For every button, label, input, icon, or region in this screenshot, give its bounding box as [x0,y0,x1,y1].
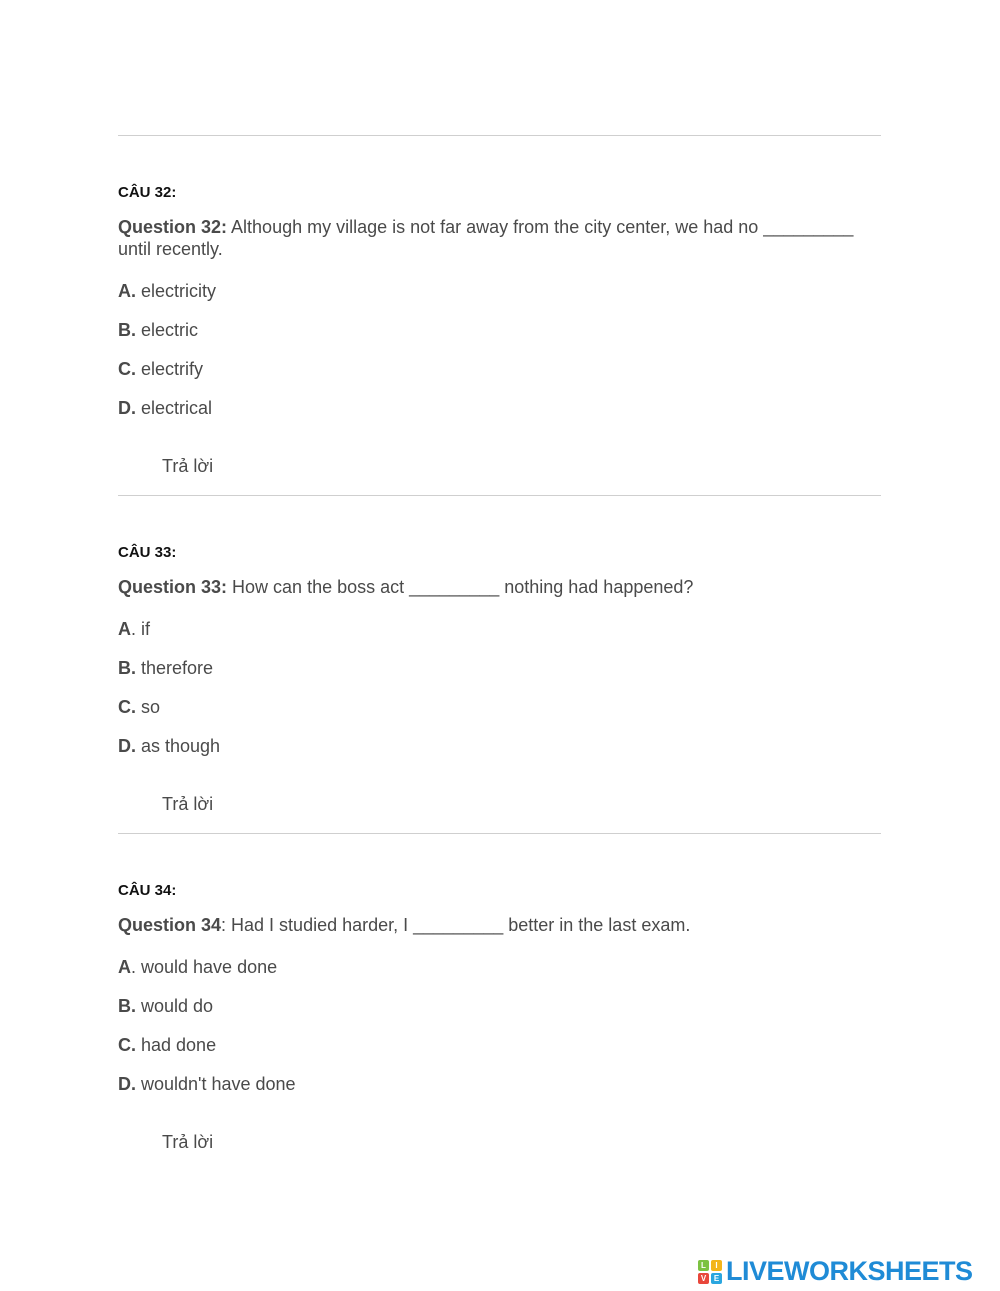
question-label: Question 34 [118,915,222,935]
option-b[interactable] [118,657,881,696]
option-text: wouldn't have done [136,1074,296,1094]
option-a[interactable] [118,280,881,319]
option-letter: A. [118,281,136,301]
option-c[interactable] [118,1034,881,1073]
option-a[interactable] [118,618,881,657]
question-header: CÂU 32: [118,184,177,201]
question-block-32 [118,182,881,436]
question-body: How can the boss act _________ nothing had happened? [227,577,694,597]
question-header: CÂU 34: [118,882,177,899]
option-letter: C. [118,359,136,379]
question-block-34 [118,880,881,1112]
option-b[interactable] [118,995,881,1034]
logo-block: E [711,1273,722,1284]
question-body: : Had I studied harder, I _________ better in the last exam. [221,915,691,935]
answer-link-33[interactable]: Trả lời [162,794,214,814]
option-letter: D. [118,736,136,756]
option-letter: D. [118,1074,136,1094]
question-header: CÂU 33: [118,544,177,561]
option-letter: A [118,619,131,639]
question-text [118,914,881,936]
option-text: electric [136,320,199,340]
option-text: therefore [136,658,214,678]
option-letter: B. [118,320,136,340]
option-text: . would have done [131,957,278,977]
option-letter: C. [118,697,136,717]
option-text: would do [136,996,214,1016]
logo-block: L [698,1260,709,1271]
question-label: Question 32: [118,217,228,237]
option-d[interactable] [118,1073,881,1112]
option-text: as though [136,736,221,756]
option-letter: B. [118,658,136,678]
divider [118,135,881,136]
option-c[interactable] [118,358,881,397]
answer-link-34[interactable]: Trả lời [162,1132,214,1152]
logo-text: LIVEWORKSHEETS [726,1256,973,1286]
divider [118,833,881,834]
answer-link-32[interactable]: Trả lời [162,456,214,476]
liveworksheets-logo [698,1256,973,1287]
option-a[interactable] [118,956,881,995]
option-b[interactable] [118,319,881,358]
logo-block: I [711,1260,722,1271]
question-label: Question 33: [118,577,228,597]
logo-block: V [698,1273,709,1284]
option-letter: C. [118,1035,136,1055]
option-c[interactable] [118,696,881,735]
option-letter: A [118,957,131,977]
option-d[interactable] [118,735,881,774]
option-letter: B. [118,996,136,1016]
option-text: electrical [136,398,213,418]
question-text [118,216,881,260]
option-text: electricity [136,281,217,301]
option-letter: D. [118,398,136,418]
option-text: so [136,697,161,717]
option-text: . if [131,619,151,639]
option-text: had done [136,1035,217,1055]
logo-blocks-icon [698,1260,722,1284]
question-text [118,576,881,598]
divider [118,495,881,496]
option-d[interactable] [118,397,881,436]
option-text: electrify [136,359,204,379]
question-block-33 [118,542,881,774]
question-body: Although my village is not far away from the city center, we had no _________ until recently. [118,217,854,259]
